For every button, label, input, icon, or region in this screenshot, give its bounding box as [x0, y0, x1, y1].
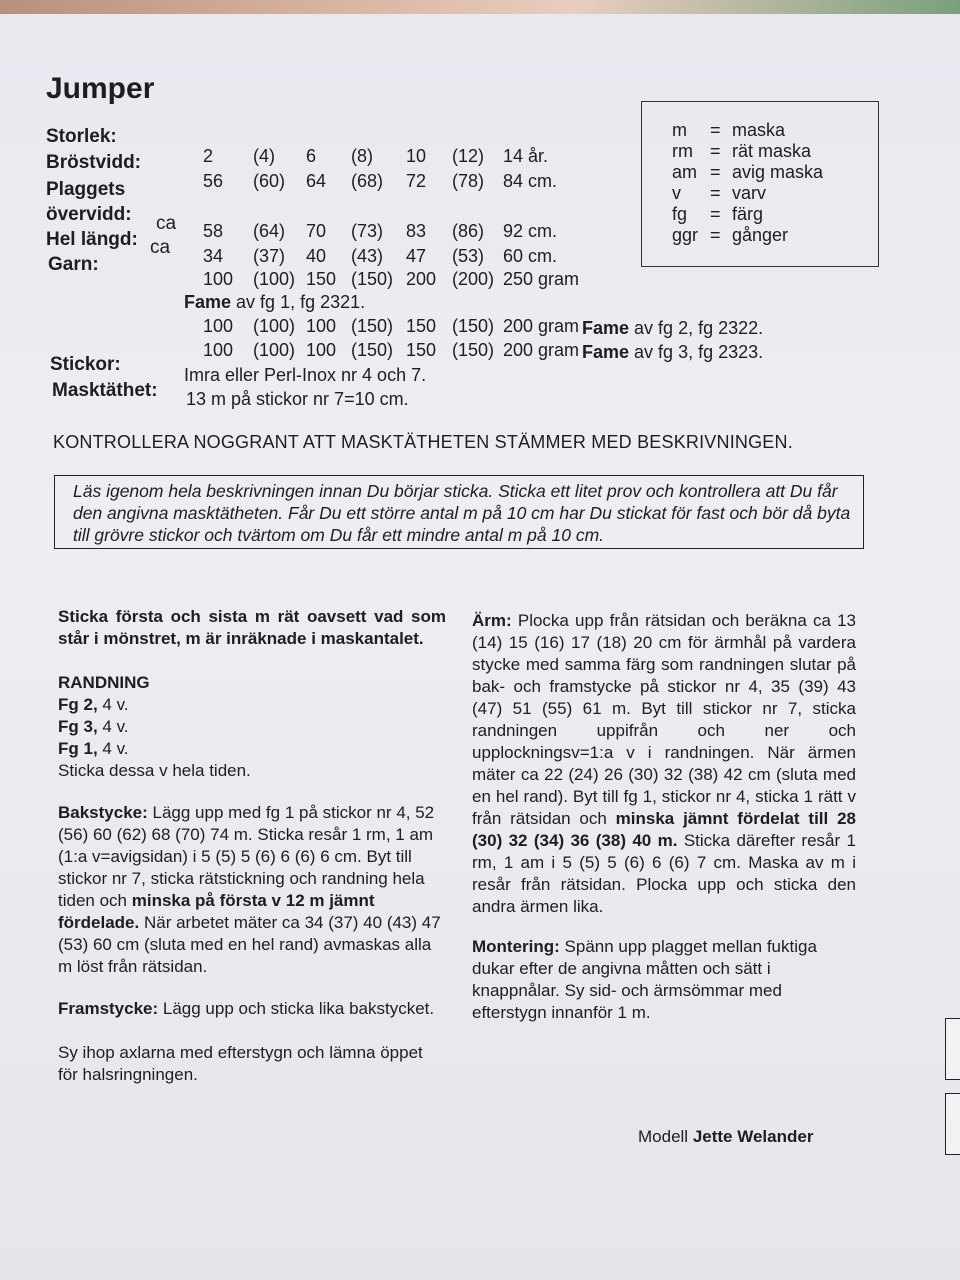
- label-ca-width: ca: [156, 213, 177, 234]
- needles-value: Imra eller Perl-Inox nr 4 och 7.: [184, 365, 427, 385]
- abbreviation-key: m: [672, 120, 687, 140]
- yarn2-cell: 100: [203, 316, 234, 336]
- abbreviation-eq: =: [710, 141, 721, 161]
- yarn2-cell: (150): [351, 316, 394, 336]
- sleeve-text: Ärm: Plocka upp från rätsidan och beräkna ca 13 (14) 15 (16) 17 (18) 20 cm för ärmhål på vardera stycke med samma färg som randningen slutar på bak- och framstycke på stickor nr 4, 35 (39) 43 (47) 51 (55) 61 m. Byt till stickor nr 7, sticka randningen uppifrån och ner och upplockningsv=1:a v i randningen. När ärmen mäter ca 22 (24) 26 (30) 32 (38) 42 cm (sluta med en hel rand). Byt till fg 1, stickor nr 4, sticka 1 rätt v från rätsidan och minska jämnt fördelat till 28 (30) 32 (34) 36 (38) 40 m. Sticka därefter resår 1 rm, 1 am i 5 (5) 5 (6) 6 (6) 7 cm. Maska av m i resår från rätsidan. Plocka upp och sticka den andra ärmen lika.: [472, 611, 856, 916]
- abbreviation-key: rm: [672, 141, 693, 161]
- abbreviation-eq: =: [710, 204, 721, 224]
- page-title: Jumper: [46, 72, 155, 105]
- abbreviation-eq: =: [710, 120, 721, 140]
- page-edge-tab: [945, 1018, 960, 1080]
- abbreviation-val: rät maska: [732, 141, 812, 161]
- label-chest: Bröstvidd:: [46, 152, 141, 173]
- label-size: Storlek:: [46, 126, 117, 147]
- length-cell: 40: [306, 246, 327, 266]
- abbreviation-key: v: [672, 183, 681, 203]
- yarn2-cell: 100: [306, 316, 337, 336]
- yarn2-cell: 150: [406, 316, 437, 336]
- yarn2-cell: (150): [452, 316, 495, 336]
- front-piece-text: Framstycke: Lägg upp och sticka lika bakstycket.: [58, 999, 435, 1018]
- label-length: Hel längd:: [46, 229, 138, 250]
- label-yarn: Garn:: [48, 254, 99, 275]
- right-column: [472, 610, 856, 1024]
- abbreviation-key: am: [672, 162, 698, 182]
- stripe-note: Sticka dessa v hela tiden.: [58, 761, 251, 780]
- chest-cell: (60): [253, 171, 286, 191]
- assembly-text: Montering: Spänn upp plagget mellan fuktiga dukar efter de angivna måtten och sätt i knappnålar. Sy sid- och ärmsömmar med efterstygn innanför 1 m.: [472, 937, 817, 1022]
- chest-cell: 56: [203, 171, 224, 191]
- notice-box: Läs igenom hela beskrivningen innan Du börjar sticka. Sticka ett litet prov och kontrollera att Du får den angivna masktätheten. Får Du ett större antal m på 10 cm har Du stickat för fast och bör då byta till grövre stickor och tvärtom om Du får ett mindre antal m på 10 cm.: [54, 475, 864, 549]
- length-cell: 34: [203, 246, 224, 266]
- yarn2-note: Fame av fg 2, fg 2322.: [582, 318, 764, 338]
- length-cell: 47: [406, 246, 427, 266]
- label-garment: Plaggets: [46, 179, 126, 200]
- yarn1-cell: 200: [406, 269, 437, 289]
- abbreviation-val: varv: [732, 183, 767, 203]
- width-cell: 58: [203, 221, 224, 241]
- abbreviations-box: [641, 101, 879, 267]
- abbreviation-val: gånger: [732, 225, 789, 245]
- sizes-cell: 2: [203, 146, 214, 166]
- width-cell: (64): [253, 221, 286, 241]
- stripe-item: Fg 1, 4 v.: [58, 739, 129, 758]
- stripe-item: Fg 2, 4 v.: [58, 695, 129, 714]
- abbreviation-val: maska: [732, 120, 786, 140]
- width-cell: (73): [351, 221, 384, 241]
- label-gauge: Masktäthet:: [52, 380, 158, 401]
- yarn3-note: Fame av fg 3, fg 2323.: [582, 342, 764, 362]
- sizes-cell: 6: [306, 146, 317, 166]
- yarn3-cell: 150: [406, 340, 437, 360]
- label-width: övervidd:: [46, 204, 132, 225]
- label-ca-length: ca: [150, 237, 171, 258]
- width-cell: 83: [406, 221, 427, 241]
- yarn3-cell: (100): [253, 340, 296, 360]
- stripe-heading: RANDNING: [58, 673, 150, 692]
- sizes-cell: (8): [351, 146, 373, 166]
- yarn3-cell: 100: [203, 340, 234, 360]
- yarn3-cell: 100: [306, 340, 337, 360]
- length-cell: (43): [351, 246, 384, 266]
- yarn3-cell: (150): [452, 340, 495, 360]
- chest-cell: (68): [351, 171, 384, 191]
- stripe-list: [58, 694, 446, 760]
- chest-cell: 64: [306, 171, 327, 191]
- chest-cell: 72: [406, 171, 427, 191]
- gauge-value: 13 m på stickor nr 7=10 cm.: [186, 389, 409, 409]
- sizes-cell: (4): [253, 146, 275, 166]
- yarn2-cell: (100): [253, 316, 296, 336]
- designer-credit: Modell Jette Welander: [638, 1127, 814, 1146]
- yarn2-cell: 200 gram: [503, 316, 580, 336]
- length-cell: (53): [452, 246, 485, 266]
- back-piece-text: Bakstycke: Lägg upp med fg 1 på stickor nr 4, 52 (56) 60 (62) 68 (70) 74 m. Sticka resår 1 rm, 1 am (1:a v=avigsidan) i 5 (5) 5 (6) 6 (6) 6 cm. Byt till stickor nr 7, sticka rätstickning och randning hela tiden och minska på första v 12 m jämnt fördelade. När arbetet mäter ca 34 (37) 40 (43) 47 (53) 60 cm (sluta med en hel rand) avmaskas alla m löst från rätsidan.: [58, 803, 441, 976]
- sizes-cell: (12): [452, 146, 485, 166]
- width-cell: 92 cm.: [503, 221, 558, 241]
- length-cell: (37): [253, 246, 286, 266]
- yarn1-cell: 100: [203, 269, 234, 289]
- left-column: [58, 606, 446, 1086]
- yarn1-cell: (100): [253, 269, 296, 289]
- yarn1-cell: (200): [452, 269, 495, 289]
- yarn3-cell: (150): [351, 340, 394, 360]
- yarn1-cell: 250 gram: [503, 269, 580, 289]
- abbreviation-eq: =: [710, 183, 721, 203]
- yarn1-note: Fame av fg 1, fg 2321.: [184, 292, 366, 312]
- width-cell: 70: [306, 221, 327, 241]
- yarn1-cell: 150: [306, 269, 337, 289]
- label-needles: Stickor:: [50, 354, 121, 375]
- width-cell: (86): [452, 221, 485, 241]
- abbreviation-eq: =: [710, 225, 721, 245]
- yarn1-cell: (150): [351, 269, 394, 289]
- sizes-cell: 14 år.: [503, 146, 549, 166]
- yarn3-cell: 200 gram: [503, 340, 580, 360]
- stripe-item: Fg 3, 4 v.: [58, 717, 129, 736]
- abbreviation-key: ggr: [672, 225, 699, 245]
- page-edge-tab: [945, 1093, 960, 1155]
- length-cell: 60 cm.: [503, 246, 558, 266]
- shoulder-text: Sy ihop axlarna med efterstygn och lämna öppet för halsringningen.: [58, 1043, 423, 1084]
- intro-text: Sticka första och sista m rät oavsett vad som står i mönstret, m är inräknade i maskantalet.: [58, 607, 446, 648]
- chest-cell: (78): [452, 171, 485, 191]
- chest-cell: 84 cm.: [503, 171, 558, 191]
- abbreviation-eq: =: [710, 162, 721, 182]
- abbreviation-key: fg: [672, 204, 688, 224]
- sizes-cell: 10: [406, 146, 427, 166]
- abbreviation-val: färg: [732, 204, 764, 224]
- abbreviation-val: avig maska: [732, 162, 824, 182]
- gauge-warning: KONTROLLERA NOGGRANT ATT MASKTÄTHETEN STÄMMER MED BESKRIVNINGEN.: [53, 432, 793, 452]
